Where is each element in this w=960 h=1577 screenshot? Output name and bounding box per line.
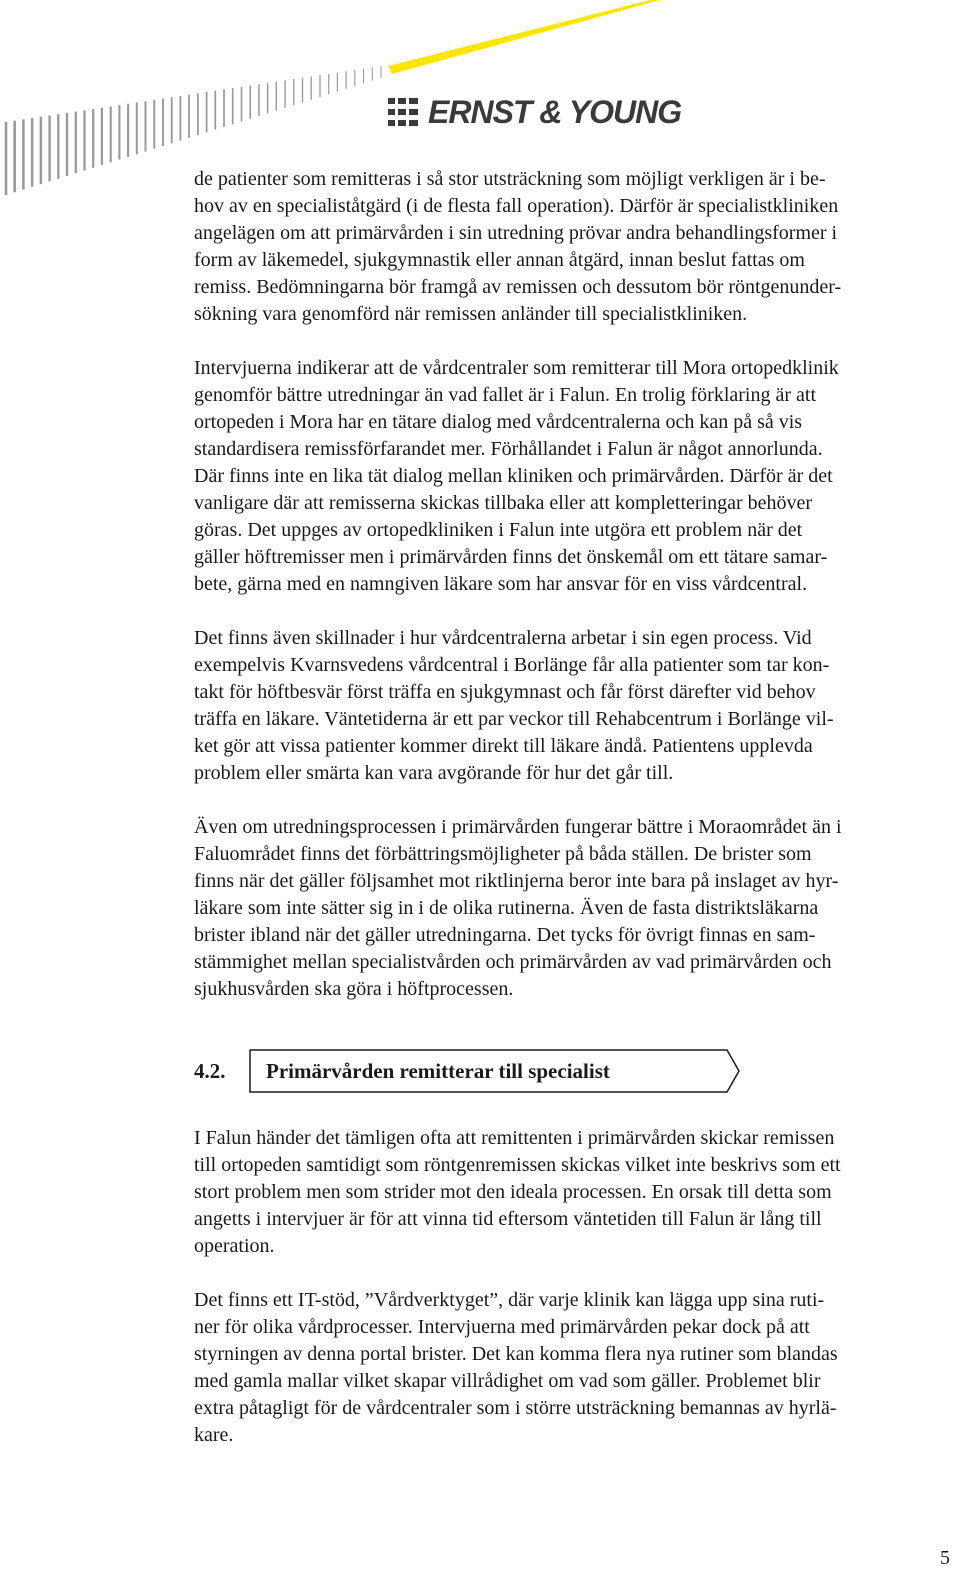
page-number: 5 (940, 1547, 950, 1569)
paragraph-4: Även om utredningsprocessen i primärvården fungerar bättre i Moraområdet än i Faluområdet finns det förbättringsmöjligheter på båda ställen. De brister som finns när det gäller följsamhet mot riktlinjerna beror inte bara på inslaget av hyr- läkare som inte sätter sig in i de olika rutinerna. Även de fasta distriktsläkarna brister ibland när det gäller utredningarna. Det tycks för övrigt finnas en sam- stämmighet mellan specialistvården och primärvården av vad primärvården och sjukhusvården ska göra i höftprocessen. (194, 816, 842, 1000)
section-heading (194, 1049, 954, 1095)
section-paragraph-2: Det finns ett IT-stöd, ”Vårdverktyget”, där varje klinik kan lägga upp sina ruti- ner för olika vårdprocesser. Intervjuerna med primärvården pekar dock på att styrningen av denna portal brister. Det kan komma flera nya rutiner som blandas med gamla mallar vilket skapar villrådighet om vad som gäller. Problemet blir extra påtagligt för de vårdcentraler som i större utsträckning bemannas av hyrlä- kare. (194, 1289, 838, 1446)
logo-text: ERNST & YOUNG (428, 94, 682, 130)
paragraph-2: Intervjuerna indikerar att de vårdcentraler som remitterar till Mora ortopedklinik genomför bättre utredningar än vad fallet är i Falun. En trolig förklaring är att ortopeden i Mora har en tätare dialog med vårdcentralerna och kan på så vis standardisera remissförfarandet mer. Förhållandet i Falun är något annorlunda. Där finns inte en lika tät dialog mellan kliniken och primärvården. Därför är det vanligare där att remisserna skickas tillbaka eller att kompletteringar behöver göras. Det uppges av ortopedkliniken i Falun inte utgöra ett problem när det gäller höftremisser men i primärvården finns det önskemål om ett tätare samar- bete, gärna med en namngiven läkare som har ansvar för en viss vårdcentral. (194, 357, 839, 595)
yellow-beam (388, 0, 660, 74)
ey-logo-icon (386, 96, 420, 128)
paragraph-1: de patienter som remitteras i så stor utsträckning som möjligt verkligen är i be- hov av en specialiståtgärd (i de flesta fall operation). Därför är specialistkliniken angelägen om att primärvården i sin utredning prövar andra behandlingsformer i form av läkemedel, sjukgymnastik eller annan åtgärd, innan beslut fattas om remiss. Bedömningarna bör framgå av remissen och dessutom bör röntgenunder- sökning vara genomförd när remissen anländer till specialistkliniken. (194, 168, 842, 325)
section-title: Primärvården remitterar till specialist (266, 1059, 610, 1083)
paragraph-3: Det finns även skillnader i hur vårdcentralerna arbetar i sin egen process. Vid exempelvis Kvarnsvedens vårdcentral i Borlänge får alla patienter som tar kon- takt för höftbesvär först träffa en sjukgymnast och får först därefter vid behov träffa en läkare. Väntetiderna är ett par veckor till Rehabcentrum i Borlänge vil- ket gör att vissa patienter kommer direkt till läkare ändå. Patientens upplevda problem eller smärta kan vara avgörande för hur det går till. (194, 627, 834, 784)
document-body (194, 166, 954, 1476)
section-paragraph-1: I Falun händer det tämligen ofta att remittenten i primärvården skickar remissen till ortopeden samtidigt som röntgenremissen skickas vilket inte beskrivs som ett stort problem men som strider mot den ideala processen. En orsak till detta som angetts i intervjuer är för att vinna tid eftersom väntetiden till Falun är lång till operation. (194, 1127, 841, 1257)
section-number: 4.2. (194, 1059, 226, 1083)
ernst-young-logo (386, 92, 681, 132)
